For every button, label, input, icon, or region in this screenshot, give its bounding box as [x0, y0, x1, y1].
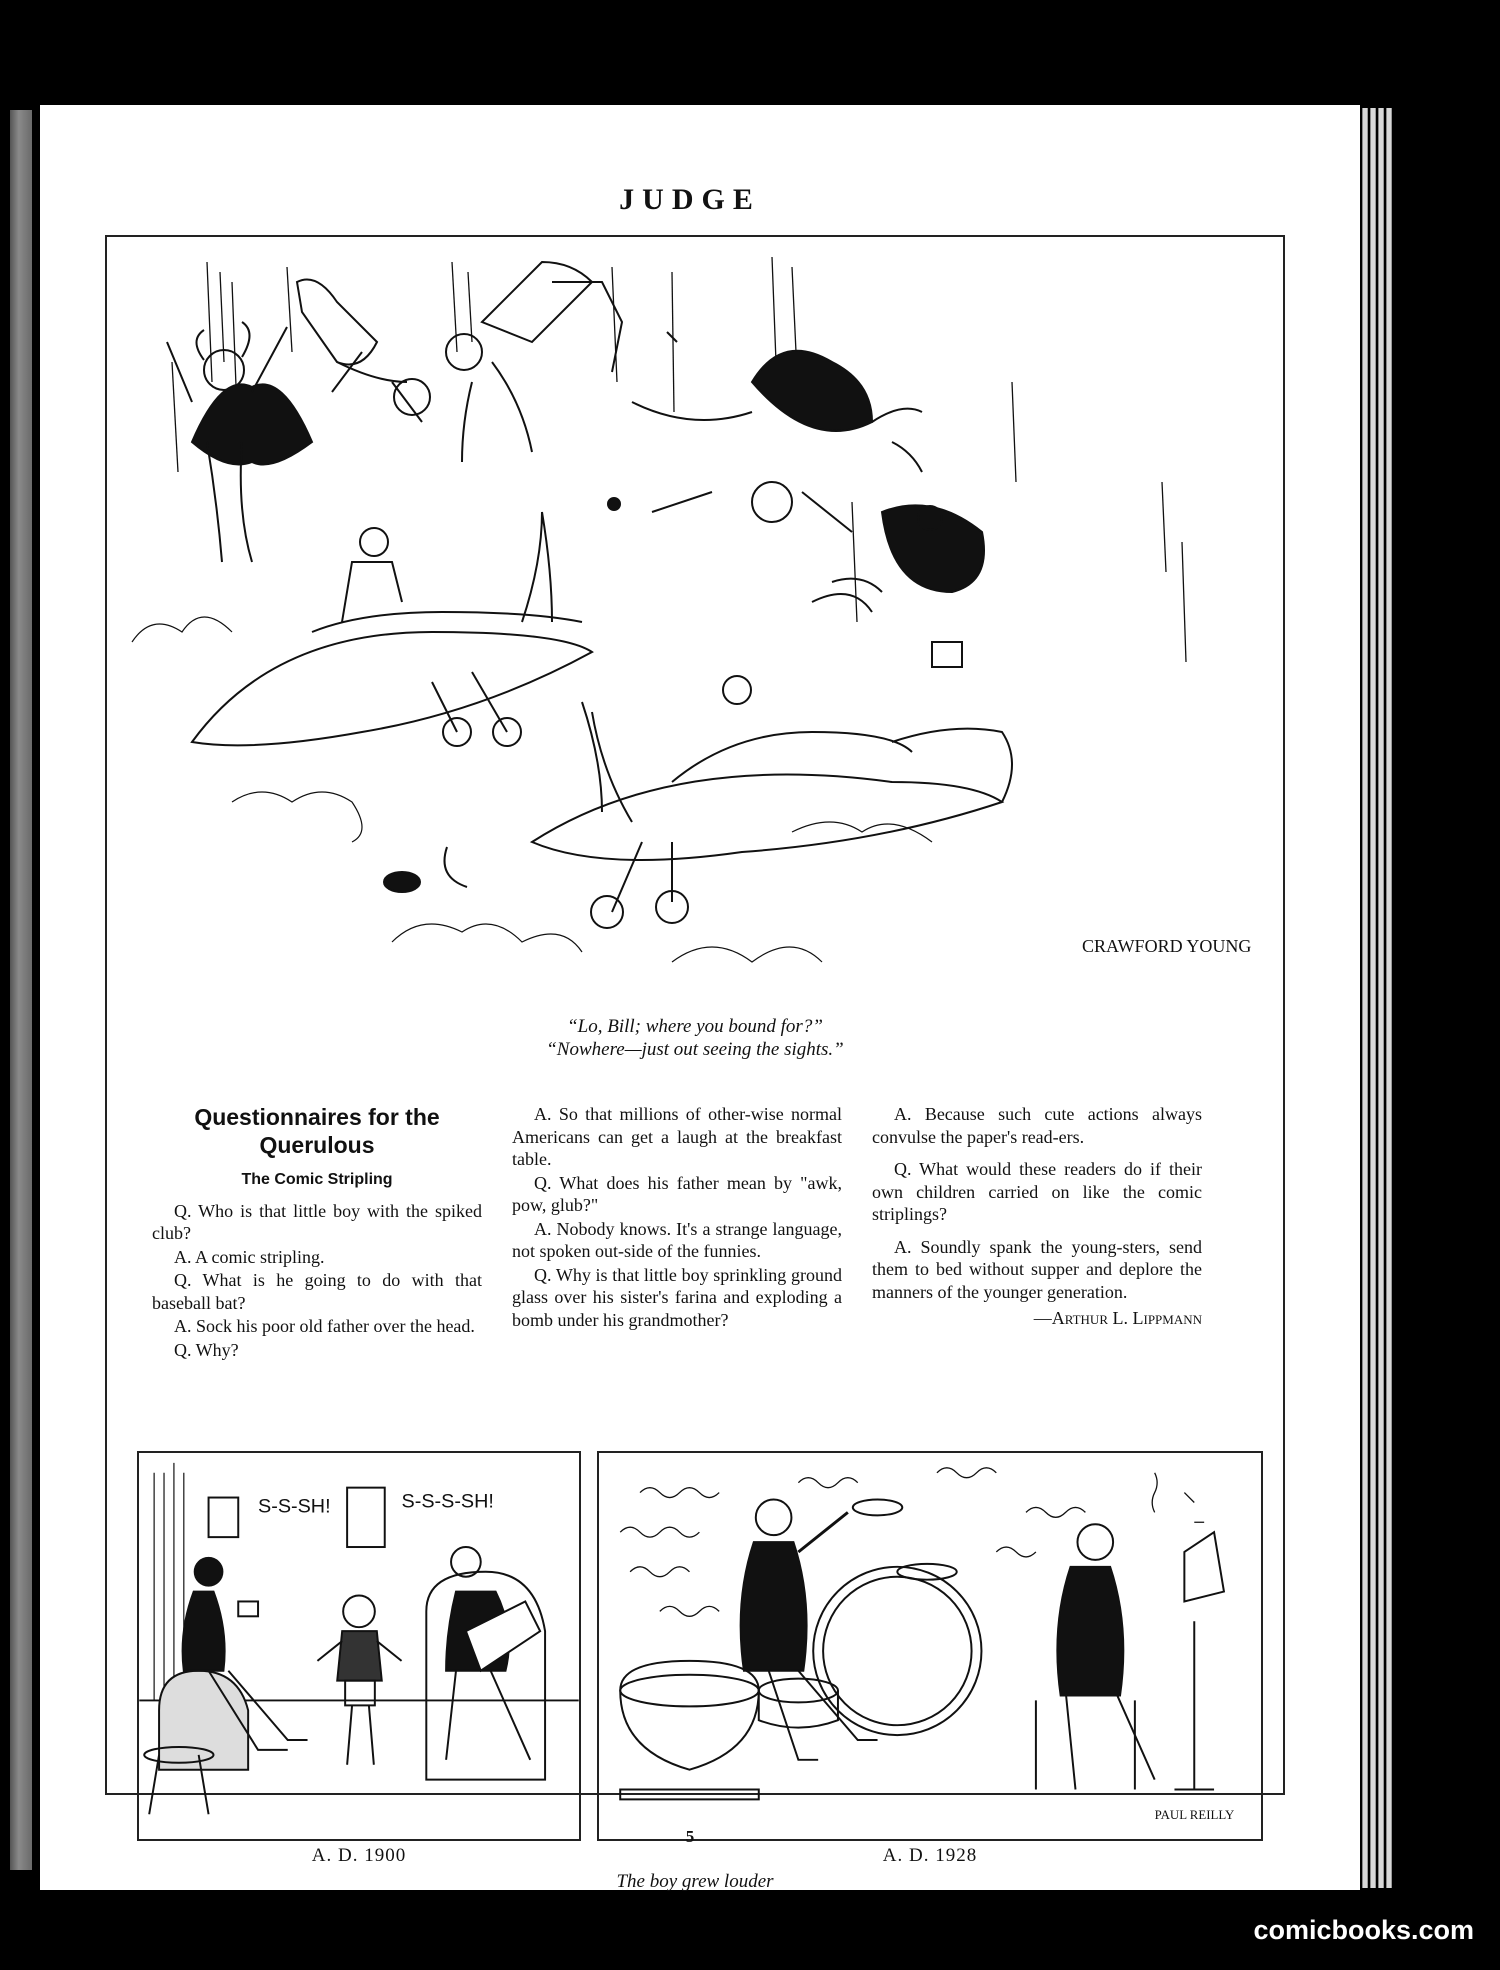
page-edge: [1370, 108, 1376, 1888]
top-caption: [107, 1015, 1283, 1061]
page-edge: [1386, 108, 1392, 1888]
article-paragraph: A. Nobody knows. It's a strange language, not spoken out-side of the funnies.: [512, 1218, 842, 1261]
article-column-2: [512, 1103, 842, 1332]
article-paragraph: Q. What would these readers do if their own children carried on like the comic striplings?: [872, 1159, 1202, 1224]
artist-signature-bottom: PAUL REILLY: [1154, 1808, 1235, 1823]
article-paragraph: A. Sock his poor old father over the head.: [174, 1316, 475, 1336]
book-spine: [10, 110, 32, 1870]
masthead: JUDGE: [619, 183, 761, 216]
article-paragraph: Q. Who is that little boy with the spiked club?: [152, 1200, 482, 1243]
page-edge: [1378, 108, 1384, 1888]
article-paragraph: Q. Why is that little boy sprinkling ground glass over his sister's farina and exploding a bomb under his grandmother?: [512, 1264, 842, 1330]
airplane-cartoon: [112, 242, 1278, 997]
page-frame: [105, 235, 1285, 1892]
article-paragraph: Q. What does his father mean by "awk, pow, glub?": [512, 1172, 842, 1215]
article-paragraph: A. Soundly spank the young-sters, send them to bed without supper and deplore the manners of the younger generation.: [872, 1236, 1202, 1302]
article-paragraph: Q. Why?: [174, 1339, 239, 1360]
page-edge: [1362, 108, 1368, 1888]
sound-effect-2: S-S-S-SH!: [401, 1490, 494, 1513]
falling-man-1: [297, 280, 430, 423]
article-paragraph: A. So that millions of other-wise normal Americans can get a laugh at the breakfast table.: [512, 1104, 842, 1169]
caption-line-2: “Nowhere—just out seeing the sights.”: [546, 1039, 844, 1060]
bottom-caption: The boy grew louder: [616, 1871, 774, 1892]
watermark: comicbooks.com: [1253, 1915, 1474, 1945]
article-byline: —Arthur L. Lippmann: [1033, 1308, 1202, 1328]
article-paragraph: A. Because such cute actions always convulse the paper's read-ers.: [872, 1104, 1202, 1147]
article-title: Questionnaires for the Querulous: [194, 1104, 440, 1158]
article-column-1: [152, 1103, 482, 1362]
article-subtitle: The Comic Stripling: [241, 1171, 393, 1188]
article-column-3: [872, 1103, 1202, 1330]
falling-man-2: [446, 262, 622, 462]
panel-label-1928: A. D. 1928: [882, 1845, 978, 1866]
magazine-page: [40, 105, 1360, 1890]
panel-1900: [137, 1451, 581, 1841]
falling-woman-left: [167, 322, 312, 562]
panel-1928: [597, 1451, 1263, 1841]
falling-woman-far-right: [812, 505, 984, 667]
article-paragraph: Q. What is he going to do with that baseball bat?: [152, 1270, 482, 1313]
airplane-left: [192, 512, 592, 746]
caption-line-1: “Lo, Bill; where you bound for?”: [567, 1016, 823, 1037]
page-number: 5: [685, 1827, 695, 1846]
falling-woman-right: [632, 351, 922, 532]
artist-signature-top: CRAWFORD YOUNG: [1082, 936, 1252, 956]
panel-label-1900: A. D. 1900: [311, 1845, 407, 1866]
article-paragraph: A. A comic stripling.: [174, 1246, 325, 1267]
sound-effect-1: S-S-SH!: [258, 1495, 331, 1518]
airplane-right: [532, 676, 1012, 928]
